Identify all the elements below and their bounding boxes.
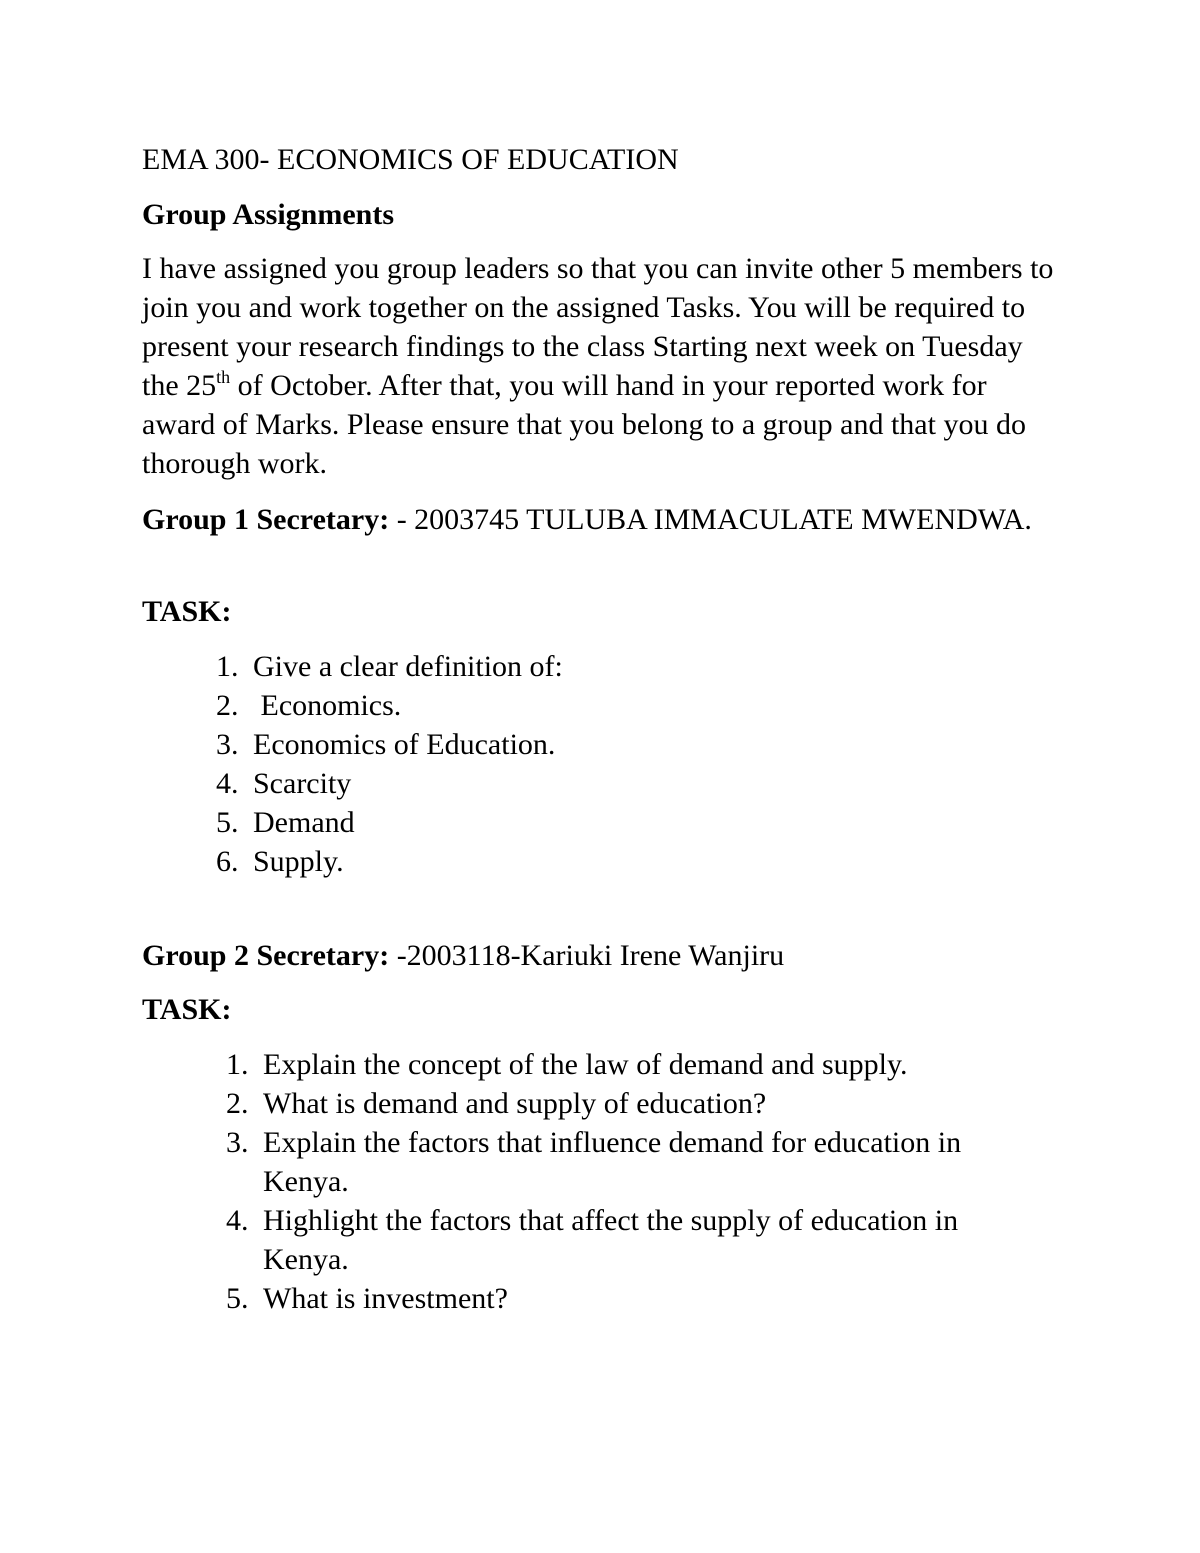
intro-paragraph [142,249,1062,483]
list-item [216,842,916,881]
list-item [216,686,916,725]
list-item-text: Economics of Education. [253,728,556,761]
list-item [226,1045,1006,1084]
list-item-text: Explain the factors that influence demand for education in Kenya. [263,1126,962,1198]
group2-secretary [142,936,784,975]
list-item-number: 4. [216,767,239,800]
list-item-number: 3. [226,1126,249,1159]
list-item-number: 5. [226,1282,249,1315]
list-item [216,803,916,842]
group1-task-label: TASK: [142,595,232,628]
document-subtitle: Group Assignments [142,198,395,231]
list-item [226,1084,1006,1123]
list-item-number: 1. [226,1048,249,1081]
group1-task-list [216,647,916,881]
list-item-number: 5. [216,806,239,839]
list-item [216,647,916,686]
list-item [216,764,916,803]
list-item-number: 4. [226,1204,249,1237]
list-item-number: 2. [216,689,239,722]
list-item-number: 6. [216,845,239,878]
list-item [226,1201,1006,1279]
group1-secretary-label: Group 1 Secretary: [142,503,397,536]
list-item-text: Give a clear definition of: [253,650,563,683]
list-item-text: Demand [253,806,355,839]
group2-task-list [226,1045,1006,1318]
list-item-number: 2. [226,1087,249,1120]
list-item-number: 3. [216,728,239,761]
group2-task-label: TASK: [142,993,232,1026]
list-item [226,1123,1006,1201]
document-title: EMA 300- ECONOMICS OF EDUCATION [142,143,679,176]
list-item-text: Highlight the factors that affect the supply of education in Kenya. [263,1204,959,1276]
list-item-number: 1. [216,650,239,683]
intro-superscript: th [216,367,231,387]
list-item-text: What is demand and supply of education? [263,1087,767,1120]
intro-text-part2: of October. After that, you will hand in your reported work for award of Marks. Please ensure that you belong to a group and that you do thorough work. [142,369,1026,480]
list-item-text: Scarcity [253,767,352,800]
list-item-text: Economics. [253,689,402,722]
group2-secretary-label: Group 2 Secretary: [142,939,397,972]
group2-secretary-value: -2003118-Kariuki Irene Wanjiru [396,939,785,972]
group1-secretary-value: - 2003745 TULUBA IMMACULATE MWENDWA. [396,503,1032,536]
intro-text-part1: I have assigned you group leaders so that you can invite other 5 members to join you and work together on the assigned Tasks. You will be required to present your research findings to the class Starting next week on Tuesday the 25 [142,252,1054,402]
list-item-text: What is investment? [263,1282,508,1315]
list-item-text: Explain the concept of the law of demand and supply. [263,1048,908,1081]
group1-secretary [142,500,1042,539]
list-item [216,725,916,764]
list-item-text: Supply. [253,845,344,878]
list-item [226,1279,1006,1318]
